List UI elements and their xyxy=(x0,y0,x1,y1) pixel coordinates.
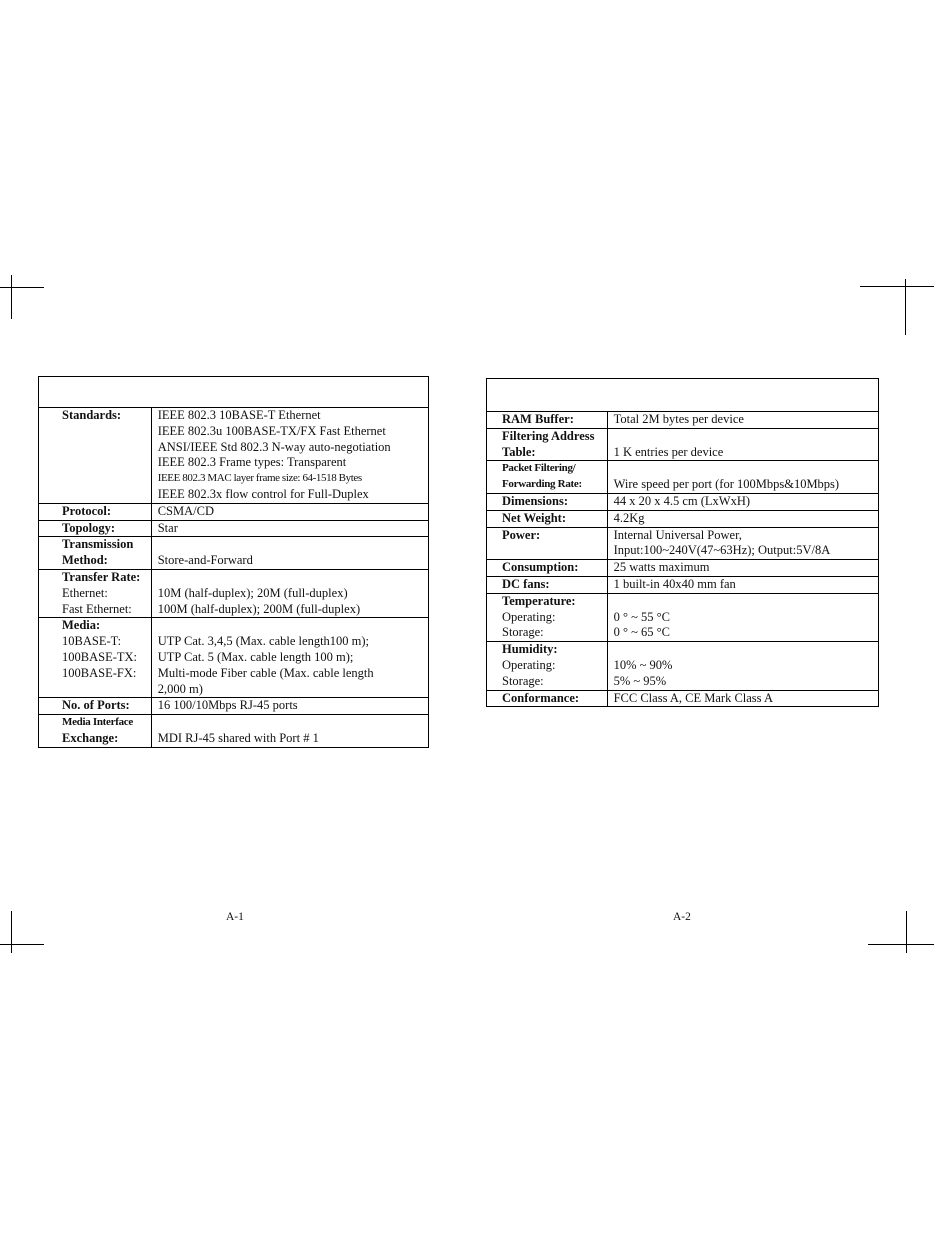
spec-label: Media: 10BASE-T: 100BASE-TX: 100BASE-FX: xyxy=(39,618,152,698)
crop-mark xyxy=(905,279,906,335)
spec-value: IEEE 802.3 10BASE-T Ethernet IEEE 802.3u 100BASE-TX/FX Fast Ethernet ANSI/IEEE Std 802.3 N-way auto-negotiation IEEE 802.3 Frame types: Transparent IEEE 802.3 MAC layer frame size: 64-1518 Bytes IEEE 802.3x flow control for Full-Duplex xyxy=(151,408,428,504)
spec-value: 16 100/10Mbps RJ-45 ports xyxy=(151,698,428,715)
table-row xyxy=(39,618,429,698)
spec-value: 0 ° ~ 55 °C 0 ° ~ 65 °C xyxy=(607,593,878,641)
table-row xyxy=(487,642,879,690)
spec-value: Total 2M bytes per device xyxy=(607,412,878,429)
spec-label: RAM Buffer: xyxy=(487,412,608,429)
spec-value: Internal Universal Power, Input:100~240V(47~63Hz); Output:5V/8A xyxy=(607,527,878,560)
spec-label: Net Weight: xyxy=(487,510,608,527)
table-row xyxy=(39,503,429,520)
crop-mark xyxy=(860,286,934,287)
spec-label: Transmission Method: xyxy=(39,537,152,570)
table-row xyxy=(487,527,879,560)
table-row xyxy=(487,593,879,641)
spec-label: Standards: xyxy=(39,408,152,504)
left-spec-table xyxy=(38,376,429,748)
page-number-right: A-2 xyxy=(673,911,691,923)
table-row xyxy=(487,690,879,707)
table-row xyxy=(39,698,429,715)
crop-mark xyxy=(868,944,934,945)
table-row xyxy=(39,715,429,748)
spec-value: 44 x 20 x 4.5 cm (LxWxH) xyxy=(607,493,878,510)
crop-mark xyxy=(906,911,907,953)
table-row xyxy=(487,461,879,494)
crop-mark xyxy=(11,911,12,953)
spec-label: Dimensions: xyxy=(487,493,608,510)
spec-label: Filtering Address Table: xyxy=(487,428,608,461)
spec-value: 1 built-in 40x40 mm fan xyxy=(607,576,878,593)
spec-label: Temperature: Operating: Storage: xyxy=(487,593,608,641)
table-row xyxy=(487,412,879,429)
table-row xyxy=(487,493,879,510)
crop-mark xyxy=(0,287,44,288)
table-row xyxy=(39,537,429,570)
crop-mark xyxy=(0,944,44,945)
table-row xyxy=(487,576,879,593)
spec-value: MDI RJ-45 shared with Port # 1 xyxy=(151,715,428,748)
spec-value: 25 watts maximum xyxy=(607,560,878,577)
right-spec-table xyxy=(486,378,879,707)
table-row xyxy=(487,510,879,527)
spec-label: DC fans: xyxy=(487,576,608,593)
spec-value: Star xyxy=(151,520,428,537)
spec-label: Power: xyxy=(487,527,608,560)
spec-label: Conformance: xyxy=(487,690,608,707)
table-title-cell xyxy=(487,379,879,412)
table-title-row xyxy=(39,377,429,408)
table-row xyxy=(487,428,879,461)
crop-mark xyxy=(11,275,12,319)
spec-value: 10% ~ 90% 5% ~ 95% xyxy=(607,642,878,690)
spec-value: Wire speed per port (for 100Mbps&10Mbps) xyxy=(607,461,878,494)
spec-label: Media Interface Exchange: xyxy=(39,715,152,748)
spec-value: FCC Class A, CE Mark Class A xyxy=(607,690,878,707)
spec-label: Topology: xyxy=(39,520,152,537)
spec-value: 4.2Kg xyxy=(607,510,878,527)
table-row xyxy=(487,560,879,577)
table-title-cell xyxy=(39,377,429,408)
page-number-left: A-1 xyxy=(226,911,244,923)
spec-label: Humidity: Operating: Storage: xyxy=(487,642,608,690)
spec-label: Transfer Rate: Ethernet: Fast Ethernet: xyxy=(39,569,152,617)
spec-value: 10M (half-duplex); 20M (full-duplex) 100M (half-duplex); 200M (full-duplex) xyxy=(151,569,428,617)
spec-label: Packet Filtering/ Forwarding Rate: xyxy=(487,461,608,494)
table-row xyxy=(39,408,429,504)
spec-value: 1 K entries per device xyxy=(607,428,878,461)
spec-value: Store-and-Forward xyxy=(151,537,428,570)
table-title-row xyxy=(487,379,879,412)
spec-label: Consumption: xyxy=(487,560,608,577)
spec-label: Protocol: xyxy=(39,503,152,520)
spec-value: CSMA/CD xyxy=(151,503,428,520)
table-row xyxy=(39,569,429,617)
spec-value: UTP Cat. 3,4,5 (Max. cable length100 m); UTP Cat. 5 (Max. cable length 100 m); Multi-mode Fiber cable (Max. cable length 2,000 m) xyxy=(151,618,428,698)
table-row xyxy=(39,520,429,537)
spec-label: No. of Ports: xyxy=(39,698,152,715)
